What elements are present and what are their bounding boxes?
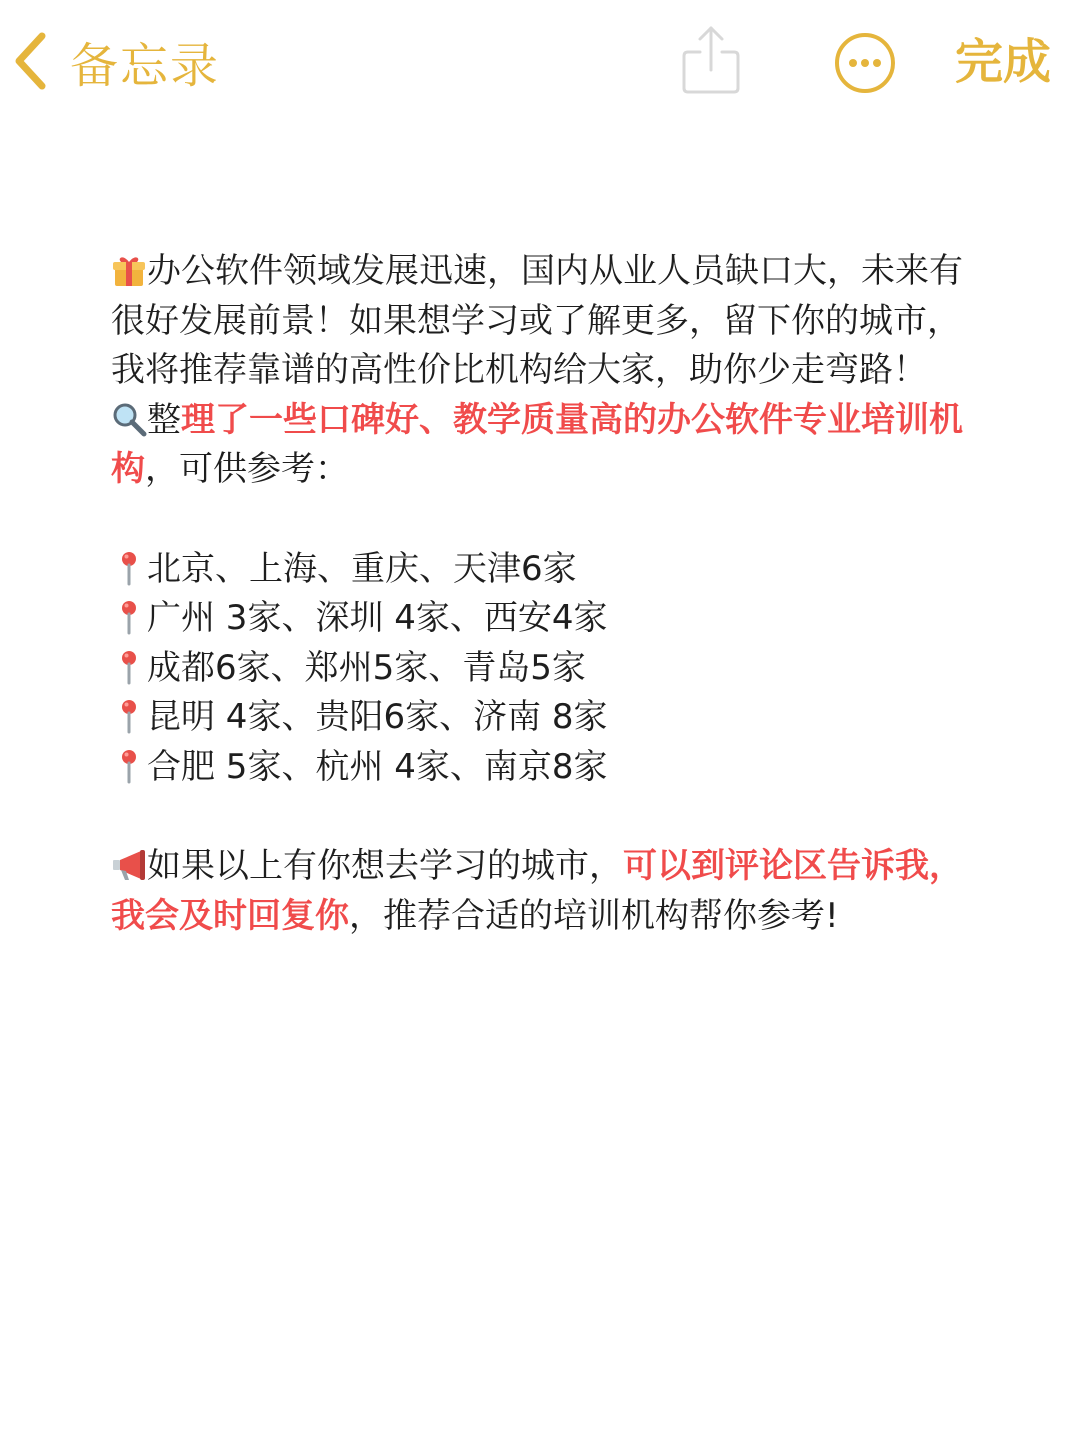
city-list-text: 广州 3家、深圳 4家、西安4家 [147,598,608,639]
done-button[interactable]: 完成 [955,34,1052,90]
megaphone-icon [111,847,147,883]
pushpin-icon [111,599,147,635]
share-icon [680,81,742,100]
search-text-suffix: ，可供参考： [145,449,349,490]
city-list-item [111,545,981,595]
chevron-left-icon [12,30,48,92]
pushpin-icon [111,550,147,586]
city-list-text: 成都6家、郑州5家、青岛5家 [147,647,586,688]
city-list [111,545,981,793]
city-list-text: 合肥 5家、杭州 4家、南京8家 [147,746,608,787]
city-list-text: 昆明 4家、贵阳6家、济南 8家 [147,697,608,738]
city-list-text: 北京、上海、重庆、天津6家 [147,548,577,589]
city-list-item [111,594,981,644]
pushpin-icon [111,748,147,784]
blank-line [111,495,981,545]
intro-text: 办公软件领域发展迅速，国内从业人员缺口大，未来有很好发展前景！如果想学习或了解更多，留下你的城市，我将推荐靠谱的高性价比机构给大家，助你少走弯路！ [111,251,963,391]
navigation-bar [0,0,1080,125]
back-label: 备忘录 [70,37,221,94]
cta-text-prefix: 如果以上有你想去学习的城市， [147,846,623,887]
share-button[interactable] [680,24,742,96]
back-button[interactable] [12,28,220,94]
magnifier-icon [111,401,147,437]
blank-line [111,793,981,843]
search-paragraph [111,396,981,495]
more-ellipsis-icon [833,80,897,99]
cta-text-highlight: 可以到评论区告诉我，我会及时回复你 [111,846,963,936]
search-text-prefix: 整 [147,399,181,440]
note-content[interactable] [111,247,981,941]
gift-icon [111,252,147,288]
pushpin-icon [111,698,147,734]
search-text-highlight: 理了一些口碑好、教学质量高的办公软件专业培训机构 [111,399,963,490]
city-list-item [111,644,981,694]
city-list-item [111,693,981,743]
cta-text-suffix: ，推荐合适的培训机构帮你参考! [349,895,839,936]
cta-paragraph [111,842,981,941]
more-button[interactable] [833,31,897,95]
intro-paragraph [111,247,981,396]
city-list-item [111,743,981,793]
pushpin-icon [111,649,147,685]
